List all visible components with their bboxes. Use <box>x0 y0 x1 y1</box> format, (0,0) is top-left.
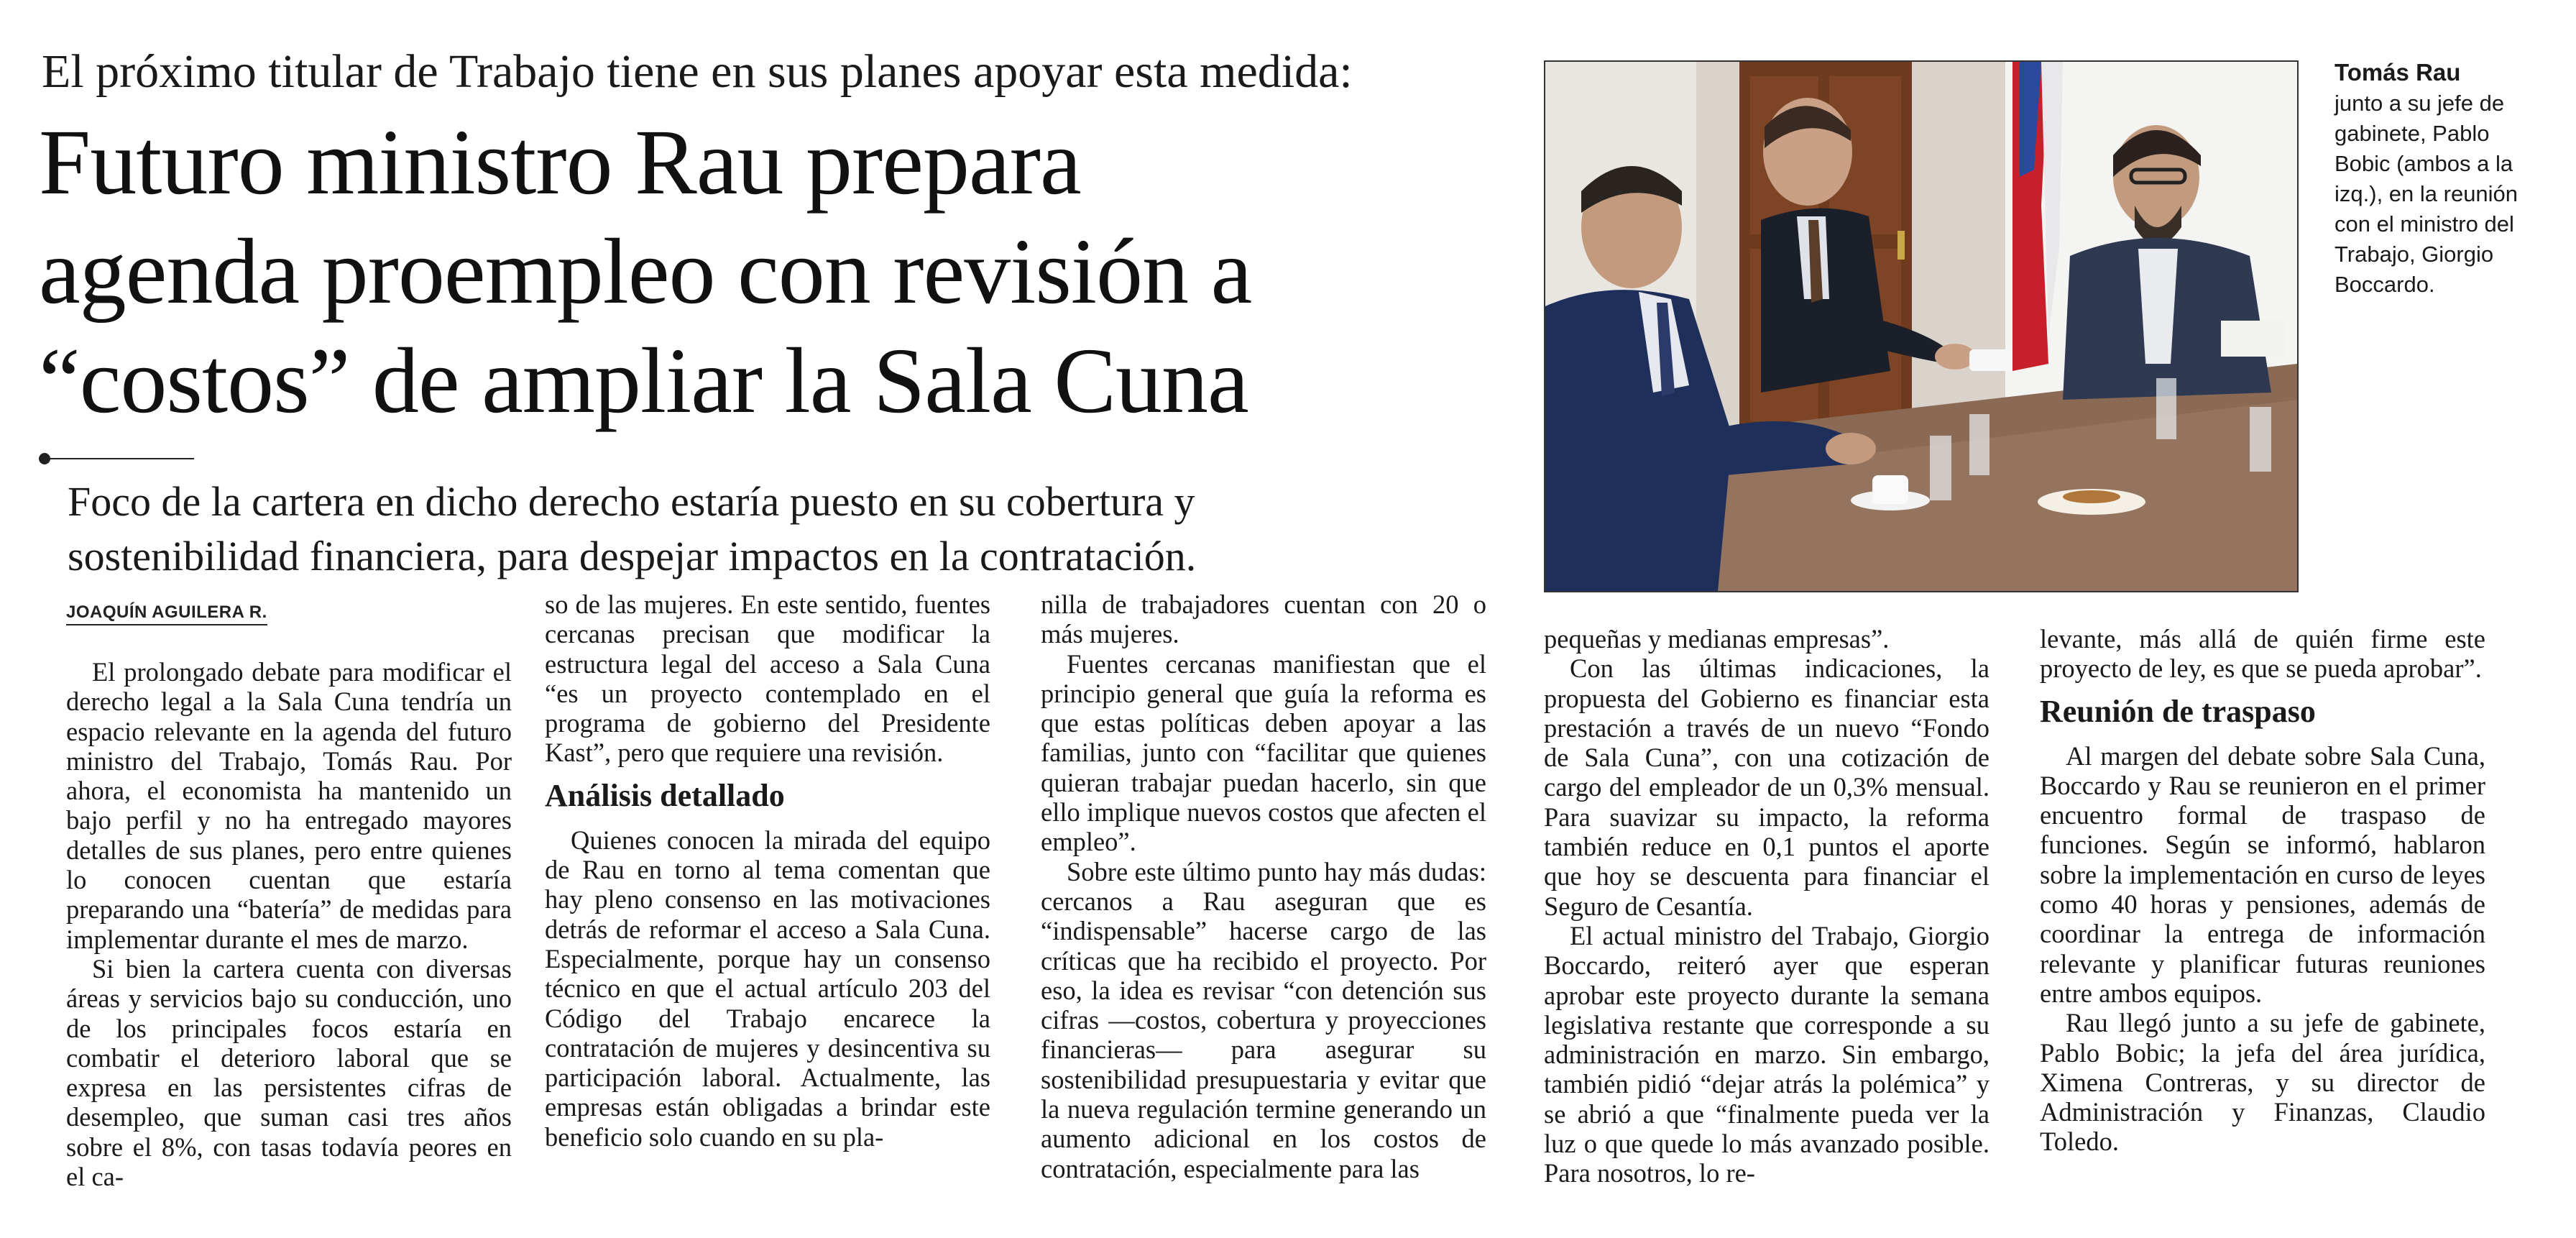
news-photo <box>1544 60 2299 592</box>
deck-line: Foco de la cartera en dicho derecho estaría puesto en su cobertura y <box>68 478 1195 525</box>
byline: JOAQUÍN AGUILERA R. <box>66 602 267 625</box>
body-paragraph: Al margen del debate sobre Sala Cuna, Boccardo y Rau se reunieron en el primer encuentro formal de traspaso de funciones. Según se informó, hablaron sobre la implementación en curso de leyes como 40 horas y pensiones, además de coordinar la entrega de información relevante y planificar futuras reuniones entre ambos equipos. <box>2040 740 2485 1008</box>
body-paragraph: El actual ministro del Trabajo, Giorgio Boccardo, reiteró ayer que esperan aprobar este proyecto durante la semana legislativa restante que corresponde a su administración en marzo. Sin embargo, también pidió “dejar atrás la polémica” y se abrió a que “finalmente pueda ver la luz o que quede lo más avanzado posible. Para nosotros, lo re- <box>1544 920 1990 1188</box>
body-column-2 <box>545 590 990 1152</box>
section-subheading: Reunión de traspaso <box>2040 693 2316 729</box>
section-subheading: Análisis detallado <box>545 777 785 813</box>
headline-line: “costos” de ampliar la Sala Cuna <box>39 329 1248 433</box>
body-paragraph: so de las mujeres. En este sentido, fuentes cercanas precisan que modificar la estructura legal del acceso a Sala Cuna “es un proyecto contemplado en el programa de gobierno del Presidente Kast”, pero que requiere una revisión. <box>545 590 990 768</box>
body-paragraph: Quienes conocen la mirada del equipo de Rau en torno al tema comentan que hay pleno consenso en las motivaciones detrás de reformar el acceso a Sala Cuna. Especialmente, porque hay un consenso técnico en que el actual artículo 203 del Código del Trabajo encarece la contratación de mujeres y desincentiva su participación laboral. Actualmente, las empresas están obligadas a brindar este beneficio solo cuando en su pla- <box>545 825 990 1152</box>
body-paragraph: nilla de trabajadores cuentan con 20 o más mujeres. <box>1041 590 1486 649</box>
body-paragraph: pequeñas y medianas empresas”. <box>1544 624 1890 654</box>
body-paragraph: El prolongado debate para modificar el derecho legal a la Sala Cuna tendría un espacio relevante en la agenda del futuro ministro del Trabajo, Tomás Rau. Por ahora, el economista ha mantenido un bajo perfil y no ha entregado mayores detalles de sus planes, pero entre quienes lo conocen cuentan que estaría preparando una “batería” de medidas para implementar durante el mes de marzo. <box>66 657 512 954</box>
deck-line: sostenibilidad financiera, para despejar impactos en la contratación. <box>68 533 1197 579</box>
body-column-3 <box>1041 590 1486 1183</box>
headline-line: Futuro ministro Rau prepara <box>39 111 1081 214</box>
headline <box>39 108 1519 436</box>
body-paragraph: Fuentes cercanas manifiestan que el principio general que guía la reforma es que estas políticas deben apoyar a las familias, junto con “facilitar que quienes quieran trabajar puedan hacerlo, sin que ello implique nuevos costos que afecten el empleo”. <box>1041 648 1486 857</box>
body-paragraph: Rau llegó junto a su jefe de gabinete, Pablo Bobic; la jefa del área jurídica, Ximena Contreras, y su director de Administración y Finanzas, Claudio Toledo. <box>2040 1008 2485 1157</box>
caption-text: junto a su jefe de gabinete, Pablo Bobic (ambos a la izq.), en la reunión con el ministro del Trabajo, Giorgio Boccardo. <box>2334 91 2518 297</box>
headline-line: agenda proempleo con revisión a <box>39 220 1252 324</box>
body-column-1 <box>66 657 512 1191</box>
body-paragraph: Si bien la cartera cuenta con diversas áreas y servicios bajo su conducción, uno de los principales focos estaría en combatir el deterioro laboral que se expresa en las persistentes cifras de desempleo, que suman casi tres años sobre el 8%, con tasas todavía peores en el ca- <box>66 953 512 1192</box>
body-paragraph: Sobre este último punto hay más dudas: cercanos a Rau aseguran que es “indispensable” hacerse cargo de las críticas que ha recibido el proyecto. Por eso, la idea es revisar “con detención sus cifras —costos, cobertura y proyecciones financieras— para asegurar su sostenibilidad presupuestaria y evitar que la nueva regulación termine generando un aumento adicional en los costos de contratación, especialmente para las <box>1041 856 1486 1183</box>
body-column-5 <box>2040 624 2485 1157</box>
body-paragraph: Con las últimas indicaciones, la propuesta del Gobierno es financiar esta prestación a través de un nuevo “Fondo de Sala Cuna”, con una cotización de cargo del empleador de un 0,3% mensual. Para suavizar su impacto, la reforma también reduce en 0,1 puntos el aporte que hoy se descuenta para financiar el Seguro de Cesantía. <box>1544 654 1990 921</box>
photo-caption <box>2334 58 2543 300</box>
body-column-4 <box>1544 624 1990 1188</box>
deck <box>68 474 1491 584</box>
caption-name: Tomás Rau <box>2334 59 2461 86</box>
body-paragraph: levante, más allá de quién firme este proyecto de ley, es que se pueda aprobar”. <box>2040 624 2485 684</box>
divider <box>46 458 194 459</box>
meeting-photo-illustration <box>1545 62 2297 591</box>
kicker: El próximo titular de Trabajo tiene en sus planes apoyar esta medida: <box>42 45 1353 98</box>
